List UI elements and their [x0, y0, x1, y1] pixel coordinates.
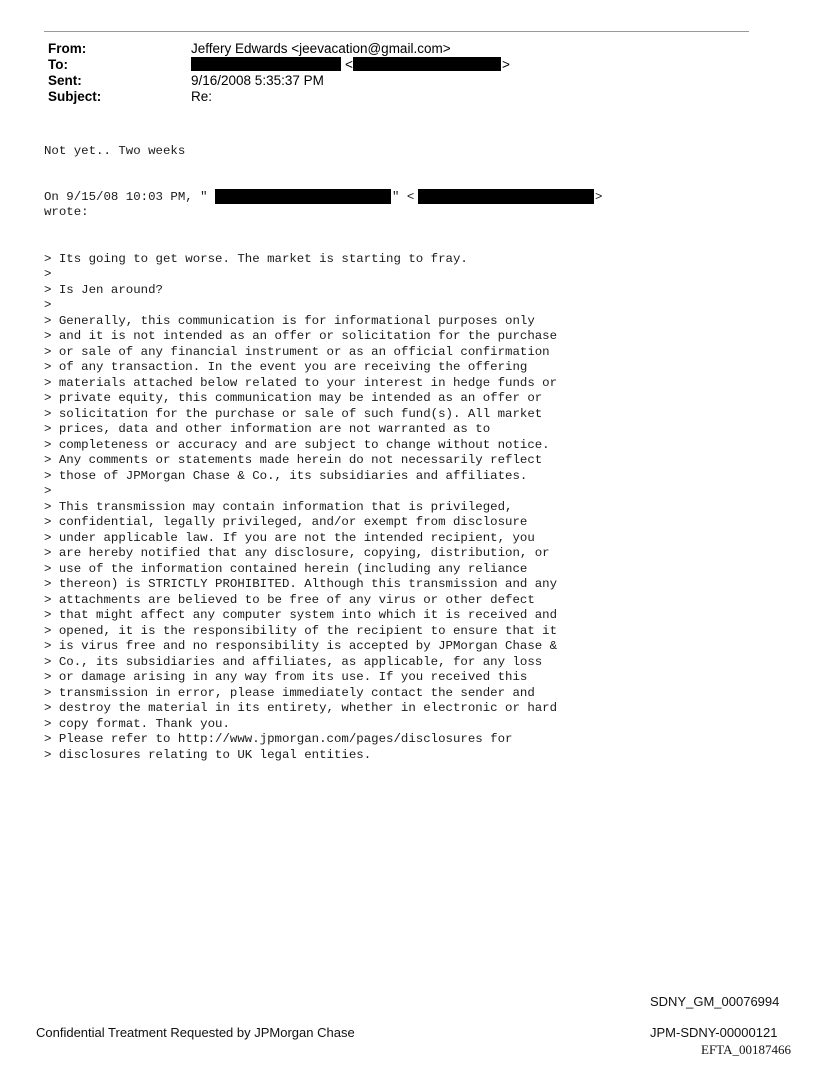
quoted-line: > of any transaction. In the event you are receiving the offering — [44, 360, 528, 374]
quoted-line: > — [44, 267, 52, 281]
quoted-line: > completeness or accuracy and are subject to change without notice. — [44, 437, 550, 452]
from-value: Jeffery Edwards <jeevacation@gmail.com> — [191, 41, 451, 56]
quoted-line: > prices, data and other information are not warranted as to — [44, 422, 491, 436]
bates-jpm: JPM-SDNY-00000121 — [650, 1025, 778, 1040]
quoted-line: > are hereby notified that any disclosure, copying, distribution, or — [44, 546, 550, 560]
quoted-line: > destroy the material in its entirety, whether in electronic or hard — [44, 701, 558, 715]
quoted-line: > those of JPMorgan Chase & Co., its subsidiaries and affiliates. — [44, 468, 528, 483]
quoted-message — [44, 236, 557, 779]
quote-intro-wrote: wrote: — [44, 205, 89, 219]
quoted-line: > Is Jen around? — [44, 282, 163, 297]
from-label: From: — [48, 41, 87, 56]
bates-sdny: SDNY_GM_00076994 — [650, 994, 780, 1009]
quote-intro-end: > — [595, 190, 603, 204]
quoted-line: > transmission in error, please immediately contact the sender and — [44, 685, 535, 700]
to-label: To: — [48, 57, 68, 72]
quoted-line: > opened, it is the responsibility of the recipient to ensure that it — [44, 623, 558, 638]
quoted-line: > private equity, this communication may be intended as an offer or — [44, 391, 543, 405]
sent-value: 9/16/2008 5:35:37 PM — [191, 73, 324, 88]
quoted-line: > This transmission may contain information that is privileged, — [44, 499, 513, 514]
sent-label: Sent: — [48, 73, 82, 88]
quoted-line: > or damage arising in any way from its use. If you received this — [44, 670, 528, 684]
to-angle-close: > — [502, 57, 510, 72]
quoted-line: > copy format. Thank you. — [44, 716, 230, 731]
quoted-line: > and it is not intended as an offer or solicitation for the purchase — [44, 329, 558, 343]
efta-number: EFTA_00187466 — [701, 1042, 791, 1057]
confidential-notice: Confidential Treatment Requested by JPMorgan Chase — [36, 1025, 355, 1040]
quoted-line: > use of the information contained herein (including any reliance — [44, 561, 528, 576]
quoted-line: > under applicable law. If you are not the intended recipient, you — [44, 530, 535, 545]
quoted-line: > that might affect any computer system into which it is received and — [44, 608, 558, 622]
quoted-line: > Any comments or statements made herein do not necessarily reflect — [44, 453, 543, 467]
quoted-line: > Its going to get worse. The market is starting to fray. — [44, 251, 468, 266]
quote-intro-prefix: On 9/15/08 10:03 PM, " — [44, 190, 208, 204]
subject-value: Re: — [191, 89, 213, 104]
redaction-to-email — [353, 57, 501, 71]
quoted-line: > attachments are believed to be free of any virus or other defect — [44, 592, 535, 607]
quoted-line: > Co., its subsidiaries and affiliates, as applicable, for any loss — [44, 654, 543, 669]
redaction-to-name — [191, 57, 341, 71]
reply-text: Not yet.. Two weeks — [44, 144, 186, 158]
quoted-line: > Please refer to http://www.jpmorgan.com/pages/disclosures for — [44, 732, 513, 746]
quoted-line: > is virus free and no responsibility is accepted by JPMorgan Chase & — [44, 639, 558, 653]
quoted-line: > materials attached below related to your interest in hedge funds or — [44, 375, 558, 390]
subject-label: Subject: — [48, 89, 102, 104]
quoted-line: > or sale of any financial instrument or as an official confirmation — [44, 344, 550, 359]
redaction-quote-email — [418, 189, 594, 204]
redaction-quote-name — [215, 189, 391, 204]
quoted-line: > disclosures relating to UK legal entities. — [44, 747, 372, 762]
to-angle-open: < — [345, 57, 353, 72]
quoted-line: > solicitation for the purchase or sale of such fund(s). All market — [44, 406, 543, 421]
quote-intro-mid: " < — [392, 190, 415, 204]
quoted-line: > Generally, this communication is for informational purposes only — [44, 313, 535, 328]
quoted-line: > — [44, 484, 52, 498]
header-divider — [44, 31, 749, 32]
quoted-line: > thereon) is STRICTLY PROHIBITED. Although this transmission and any — [44, 577, 558, 591]
quoted-line: > — [44, 298, 52, 312]
quoted-line: > confidential, legally privileged, and/or exempt from disclosure — [44, 515, 528, 529]
